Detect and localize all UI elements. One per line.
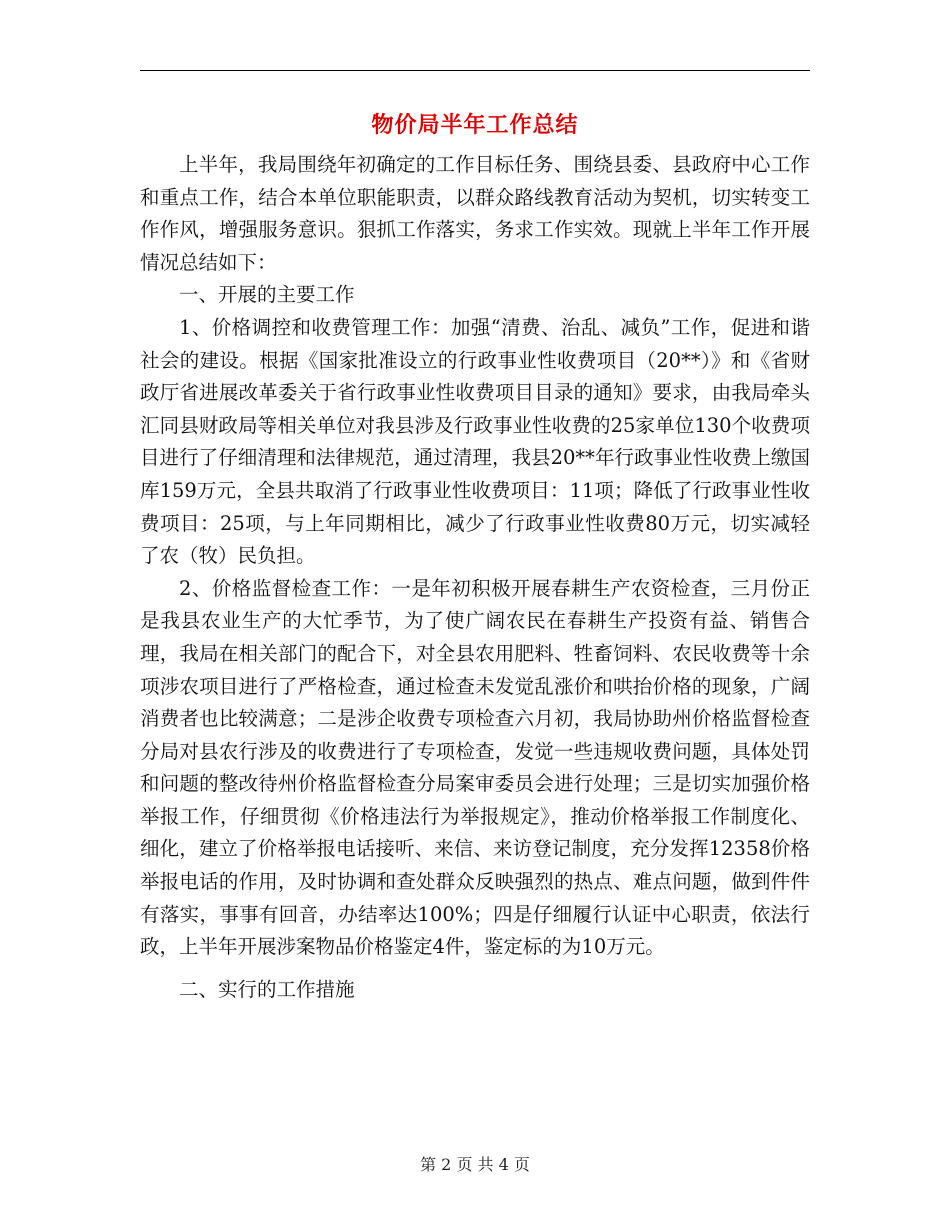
document-title: 物价局半年工作总结 — [371, 112, 579, 138]
page-number-text: 第 2 页 共 4 页 — [420, 1155, 530, 1174]
document-body — [140, 149, 810, 1006]
section-heading-2: 二、实行的工作措施 — [179, 977, 355, 1001]
item-paragraph-1: 1、价格调控和收费管理工作：加强“清费、治乱、减负”工作，促进和谐社会的建设。根据《国家批准设立的行政事业性收费项目（20**）》和《省财政厅省进展改革委关于省行政事业性收费项目目录的通知》要求，由我局牵头汇同县财政局等相关单位对我县涉及行政事业性收费的25家单位130个收费项目进行了仔细清理和法律规范，通过清理，我县20**年行政事业性收费上缴国库159万元，全县共取消了行政事业性收费项目：11项；降低了行政事业性收费项目：25项，与上年同期相比，减少了行政事业性收费80万元，切实减轻了农（牧）民负担。 — [140, 315, 810, 568]
item-paragraph-2: 2、价格监督检查工作：一是年初积极开展春耕生产农资检查，三月份正是我县农业生产的大忙季节，为了使广阔农民在春耕生产投资有益、销售合理，我局在相关部门的配合下，对全县农用肥料、牲畜饲料、农民收费等十余项涉农项目进行了严格检查，通过检查未发觉乱涨价和哄抬价格的现象，广阔消费者也比较满意；二是涉企收费专项检查六月初，我局协助州价格监督检查分局对县农行涉及的收费进行了专项检查，发觉一些违规收费问题，具体处罚和问题的整改待州价格监督检查分局案审委员会进行处理；三是切实加强价格举报工作，仔细贯彻《价格违法行为举报规定》，推动价格举报工作制度化、细化，建立了价格举报电话接听、来信、来访登记制度，充分发挥12358价格举报电话的作用，及时协调和查处群众反映强烈的热点、难点问题，做到件件有落实，事事有回音，办结率达100%；四是仔细履行认证中心职责，依法行政，上半年开展涉案物品价格鉴定4件，鉴定标的为10万元。 — [140, 576, 810, 959]
page-footer — [140, 1155, 810, 1175]
section-heading-1: 一、开展的主要工作 — [179, 283, 355, 307]
header-rule — [140, 70, 810, 71]
intro-paragraph: 上半年，我局围绕年初确定的工作目标任务、围绕县委、县政府中心工作和重点工作，结合本单位职能职责，以群众路线教育活动为契机，切实转变工作作风，增强服务意识。狠抓工作落实，务求工作实效。现就上半年工作开展情况总结如下： — [140, 153, 810, 274]
